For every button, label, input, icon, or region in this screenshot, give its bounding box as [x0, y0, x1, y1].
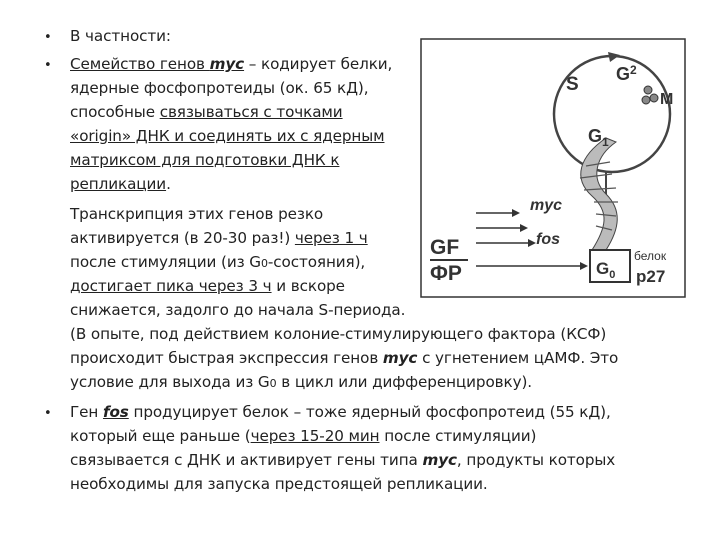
bullet-3-line-2: который еще раньше (через 15-20 мин после стимуляции) [70, 427, 537, 445]
label-g2: $G^2$ [616, 63, 637, 84]
bullet-3-line-1: Ген fos продуцирует белок – тоже ядерный фосфопротеид (55 кД), [70, 403, 611, 421]
bullet-1-text: В частности: [70, 27, 171, 45]
label-gf: GF [430, 236, 460, 259]
bullet-2-line-4: «origin» ДНК и соединять их с ядерным [70, 127, 385, 145]
bullet-2-line-1: Семейство генов myc – кодирует белки, [70, 55, 393, 73]
bullet-2-line-11: снижается, задолго до начала S-периода. [70, 301, 406, 319]
bullet-2-line-3: способные связываться с точками [70, 103, 343, 121]
cell-cycle-diagram [420, 38, 686, 298]
label-g1: $G_1$ [588, 126, 609, 149]
label-s: S [566, 74, 579, 95]
bullet-2-line-2: ядерные фосфопротеиды (ок. 65 кД), [70, 79, 369, 97]
bullet-2-line-5: матриксом для подготовки ДНК к [70, 151, 340, 169]
label-myc: myc [530, 197, 563, 214]
bullet-2-line-6: репликации. [70, 175, 171, 193]
bullet-2-line-13: происходит быстрая экспрессия генов myc с угнетением цАМФ. Это [70, 349, 619, 367]
bullet-marker: • [44, 406, 52, 421]
m-phase-cell [644, 86, 652, 94]
label-m: M [660, 91, 674, 108]
m-phase-cell [642, 96, 650, 104]
bullet-2-line-8: активируется (в 20-30 раз!) через 1 ч [70, 229, 368, 247]
bullet-marker: • [44, 58, 52, 73]
bullet-2-line-9: после стимуляции (из G0-состояния), [70, 253, 366, 271]
label-fr: ФР [430, 262, 462, 285]
bullet-2-line-14: условие для выхода из G0 в цикл или дифференцировку). [70, 373, 533, 391]
bullet-3-line-3: связывается с ДНК и активирует гены типа myc, продукты которых [70, 451, 616, 469]
bullet-2-line-10: достигает пика через 3 ч и вскоре [70, 277, 345, 295]
bullet-2-line-7: Транскрипция этих генов резко [70, 205, 324, 223]
label-fos: fos [536, 231, 560, 248]
label-protein: белок [634, 249, 667, 263]
label-p27: p27 [636, 267, 666, 286]
m-phase-cell [650, 94, 658, 102]
bullet-2-line-12: (В опыте, под действием колоние-стимулирующего фактора (КСФ) [70, 325, 607, 343]
bullet-marker: • [44, 30, 52, 45]
bullet-3-line-4: необходимы для запуска предстоящей репликации. [70, 475, 488, 493]
label-g0: $G_0$ [596, 259, 616, 281]
